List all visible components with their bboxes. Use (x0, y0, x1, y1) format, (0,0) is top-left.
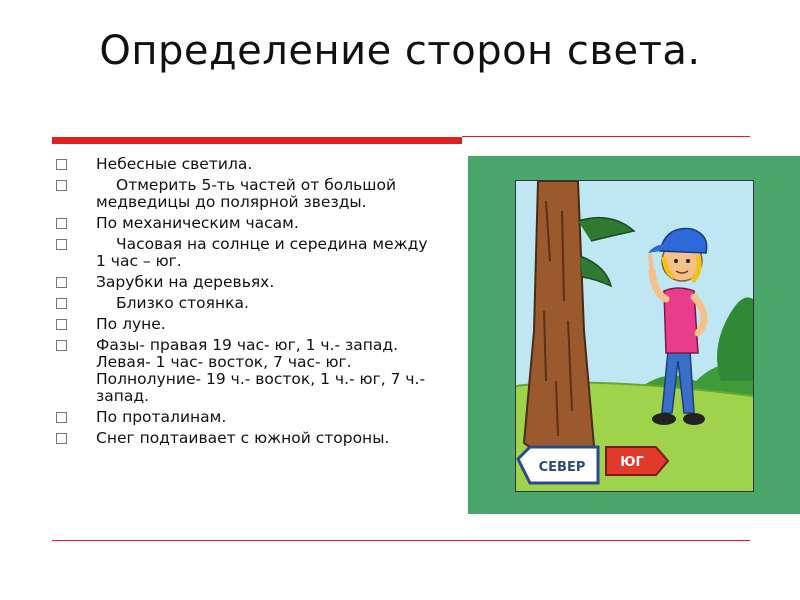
south-sign (606, 447, 668, 475)
square-bullet-icon (56, 412, 67, 423)
square-bullet-icon (56, 239, 67, 250)
square-bullet-icon (56, 218, 67, 229)
square-bullet-icon (56, 277, 67, 288)
bottom-rule (52, 540, 750, 541)
bullet-item: Снег подтаивает с южной стороны. (56, 430, 436, 447)
boy-pointing-at-tree-illustration (515, 180, 754, 492)
bullet-item: По проталинам. (56, 409, 436, 426)
bullet-item: Отмерить 5-ть частей от большой медведицы до полярной звезды. (56, 177, 436, 211)
title-underline-thick (52, 137, 462, 144)
bullet-item: По механическим часам. (56, 215, 436, 232)
bullet-item: По луне. (56, 316, 436, 333)
title-underline-thin (462, 136, 750, 137)
title-underline (52, 135, 750, 143)
bullet-item: Часовая на солнце и середина между 1 час – юг. (56, 236, 436, 270)
north-sign (518, 447, 598, 483)
square-bullet-icon (56, 319, 67, 330)
square-bullet-icon (56, 180, 67, 191)
square-bullet-icon (56, 298, 67, 309)
square-bullet-icon (56, 340, 67, 351)
slide-title: Определение сторон света. (99, 28, 701, 74)
bullet-item: Фазы- правая 19 час- юг, 1 ч.- запад. Левая- 1 час- восток, 7 час- юг. Полнолуние- 19 ч.- восток, 1 ч.- юг, 7 ч.- запад. (56, 337, 436, 405)
bullet-item: Близко стоянка. (56, 295, 436, 312)
bullet-list (56, 156, 436, 451)
square-bullet-icon (56, 159, 67, 170)
north-sign-label: СЕВЕР (538, 460, 586, 475)
south-sign-label: ЮГ (620, 455, 644, 470)
bullet-item: Небесные светила. (56, 156, 436, 173)
square-bullet-icon (56, 433, 67, 444)
bullet-item: Зарубки на деревьях. (56, 274, 436, 291)
